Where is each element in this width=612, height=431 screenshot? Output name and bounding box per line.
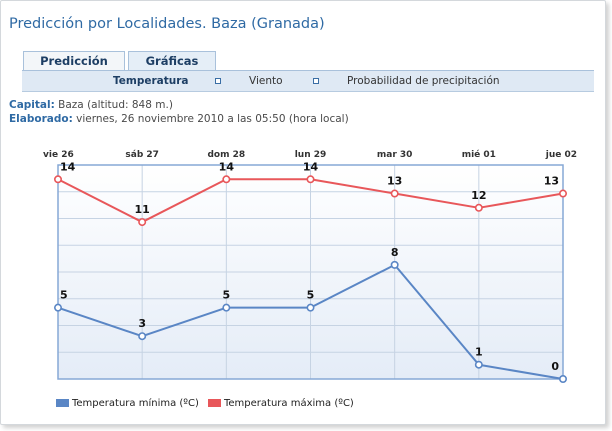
elaborado-value: viernes, 26 noviembre 2010 a las 05:50 (hora local) <box>76 113 349 125</box>
subnav-item-precipitacion[interactable]: Probabilidad de precipitación <box>347 75 500 87</box>
data-label: 13 <box>387 174 403 188</box>
subnav-item-temperatura[interactable]: Temperatura <box>113 75 189 87</box>
x-tick-label: jue 02 <box>545 150 577 160</box>
legend-item-max <box>208 398 354 409</box>
data-point <box>560 376 566 382</box>
tab-prediccion[interactable]: Predicción <box>23 51 125 70</box>
x-tick-label: mié 01 <box>461 150 496 160</box>
data-label: 14 <box>302 160 319 174</box>
data-label: 5 <box>306 288 315 302</box>
data-point <box>55 176 61 182</box>
x-tick-label: dom 28 <box>207 150 246 160</box>
data-point <box>223 304 229 310</box>
data-label: 11 <box>134 203 150 217</box>
legend-swatch-min <box>56 399 69 407</box>
data-label: 5 <box>222 288 231 302</box>
legend-label-min: Temperatura mínima (ºC) <box>72 398 199 409</box>
data-label: 12 <box>471 188 487 202</box>
tab-graficas-label: Gráficas <box>145 54 199 68</box>
data-point <box>307 304 313 310</box>
page-title: Predicción por Localidades. Baza (Granada) <box>9 16 325 32</box>
elaborado-label: Elaborado: <box>9 113 73 125</box>
data-point <box>476 362 482 368</box>
subnav-item-viento[interactable]: Viento <box>249 75 283 87</box>
data-label: 13 <box>543 174 559 188</box>
data-point <box>391 190 397 196</box>
x-tick-label: sáb 27 <box>125 150 159 160</box>
capital-value: Baza (altitud: 848 m.) <box>58 99 173 111</box>
data-label: 3 <box>138 317 146 331</box>
data-point <box>55 304 61 310</box>
legend-label-max: Temperatura máxima (ºC) <box>224 398 354 409</box>
data-point <box>223 176 229 182</box>
data-point <box>476 205 482 211</box>
x-tick-label: lun 29 <box>294 150 327 160</box>
data-point <box>391 262 397 268</box>
legend-swatch-max <box>208 399 221 407</box>
data-label: 5 <box>60 288 68 302</box>
data-label: 8 <box>390 245 399 259</box>
data-point <box>139 219 145 225</box>
data-point <box>560 190 566 196</box>
x-tick-label: vie 26 <box>43 150 74 160</box>
data-label: 1 <box>475 345 483 359</box>
data-label: 14 <box>218 160 234 174</box>
data-point <box>139 333 145 339</box>
data-point <box>307 176 313 182</box>
data-label: 0 <box>551 360 559 373</box>
capital-label: Capital: <box>9 99 55 111</box>
data-label: 14 <box>60 160 76 174</box>
x-tick-label: mar 30 <box>376 150 413 160</box>
legend-item-min <box>56 398 199 409</box>
